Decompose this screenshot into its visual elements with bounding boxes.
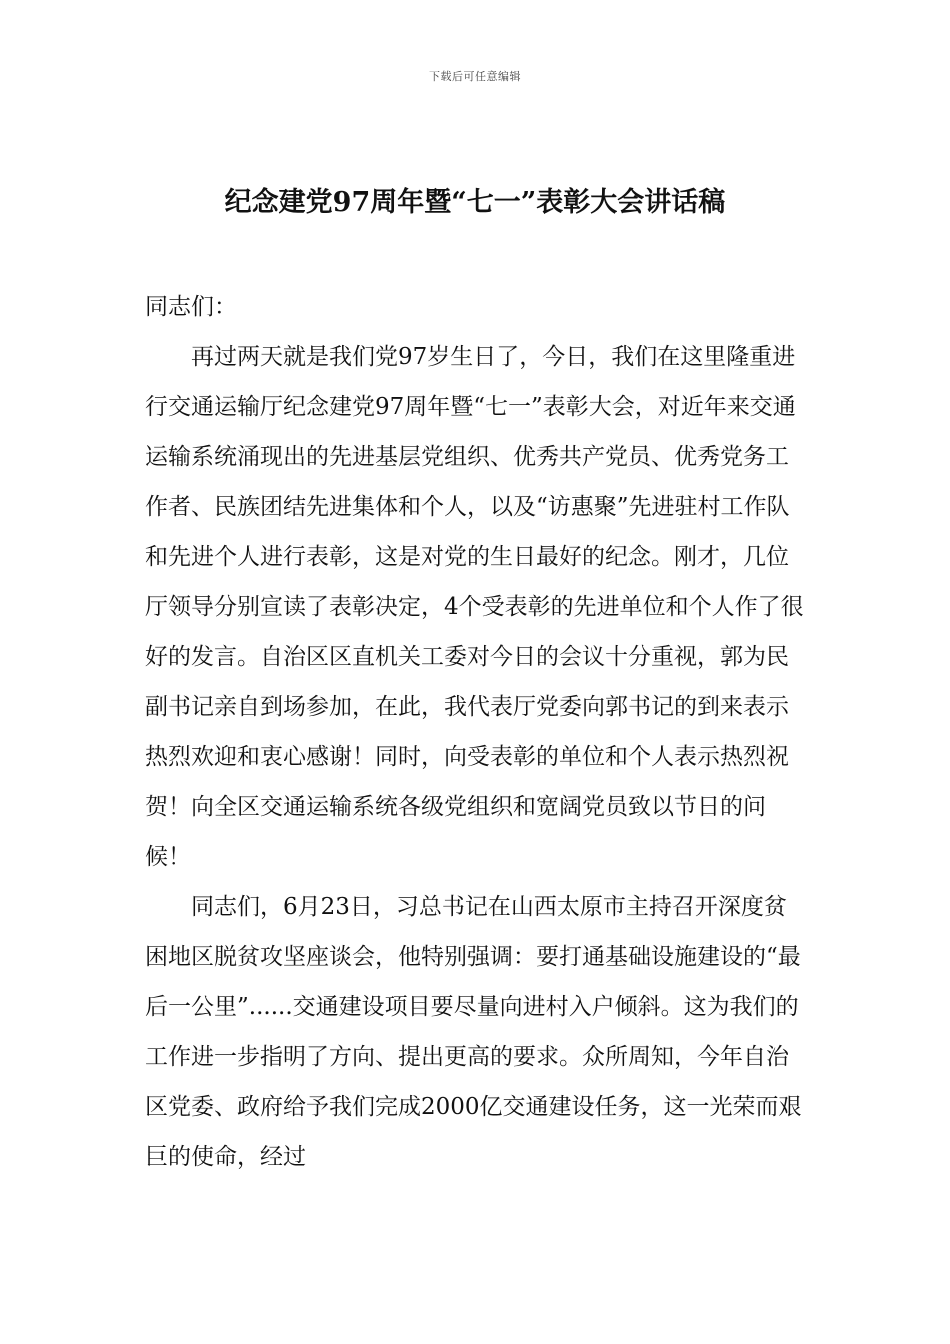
salutation: 同志们： [145,294,237,320]
paragraph-1: 再过两天就是我们党97岁生日了，今日，我们在这里隆重进行交通运输厅纪念建党97周年暨“七一”表彰大会，对近年来交通运输系统涌现出的先进基层党组织、优秀共产党员、优秀党务工作者、民族团结先进集体和个人，以及“访惠聚”先进驻村工作队和先进个人进行表彰，这是对党的生日最好的纪念。刚才，几位厅领导分别宣读了表彰决定，4个受表彰的先进单位和个人作了很好的发言。自治区区直机关工委对今日的会议十分重视，郭为民副书记亲自到场参加，在此，我代表厅党委向郭书记的到来表示热烈欢迎和衷心感谢！同时，向受表彰的单位和个人表示热烈祝贺！向全区交通运输系统各级党组织和宽阔党员致以节日的问候！ [145,344,804,870]
document-title: 纪念建党97周年暨“七一”表彰大会讲话稿 [224,187,726,218]
document-body [145,282,805,1182]
paragraph-2: 同志们，6月23日，习总书记在山西太原市主持召开深度贫困地区脱贫攻坚座谈会，他特别强调：要打通基础设施建设的“最后一公里”......交通建设项目要尽量向进村入户倾斜。这为我们的工作进一步指明了方向、提出更高的要求。众所周知，今年自治区党委、政府给予我们完成2000亿交通建设任务，这一光荣而艰巨的使命，经过 [145,894,802,1170]
header-note: 下载后可任意编辑 [429,70,521,83]
